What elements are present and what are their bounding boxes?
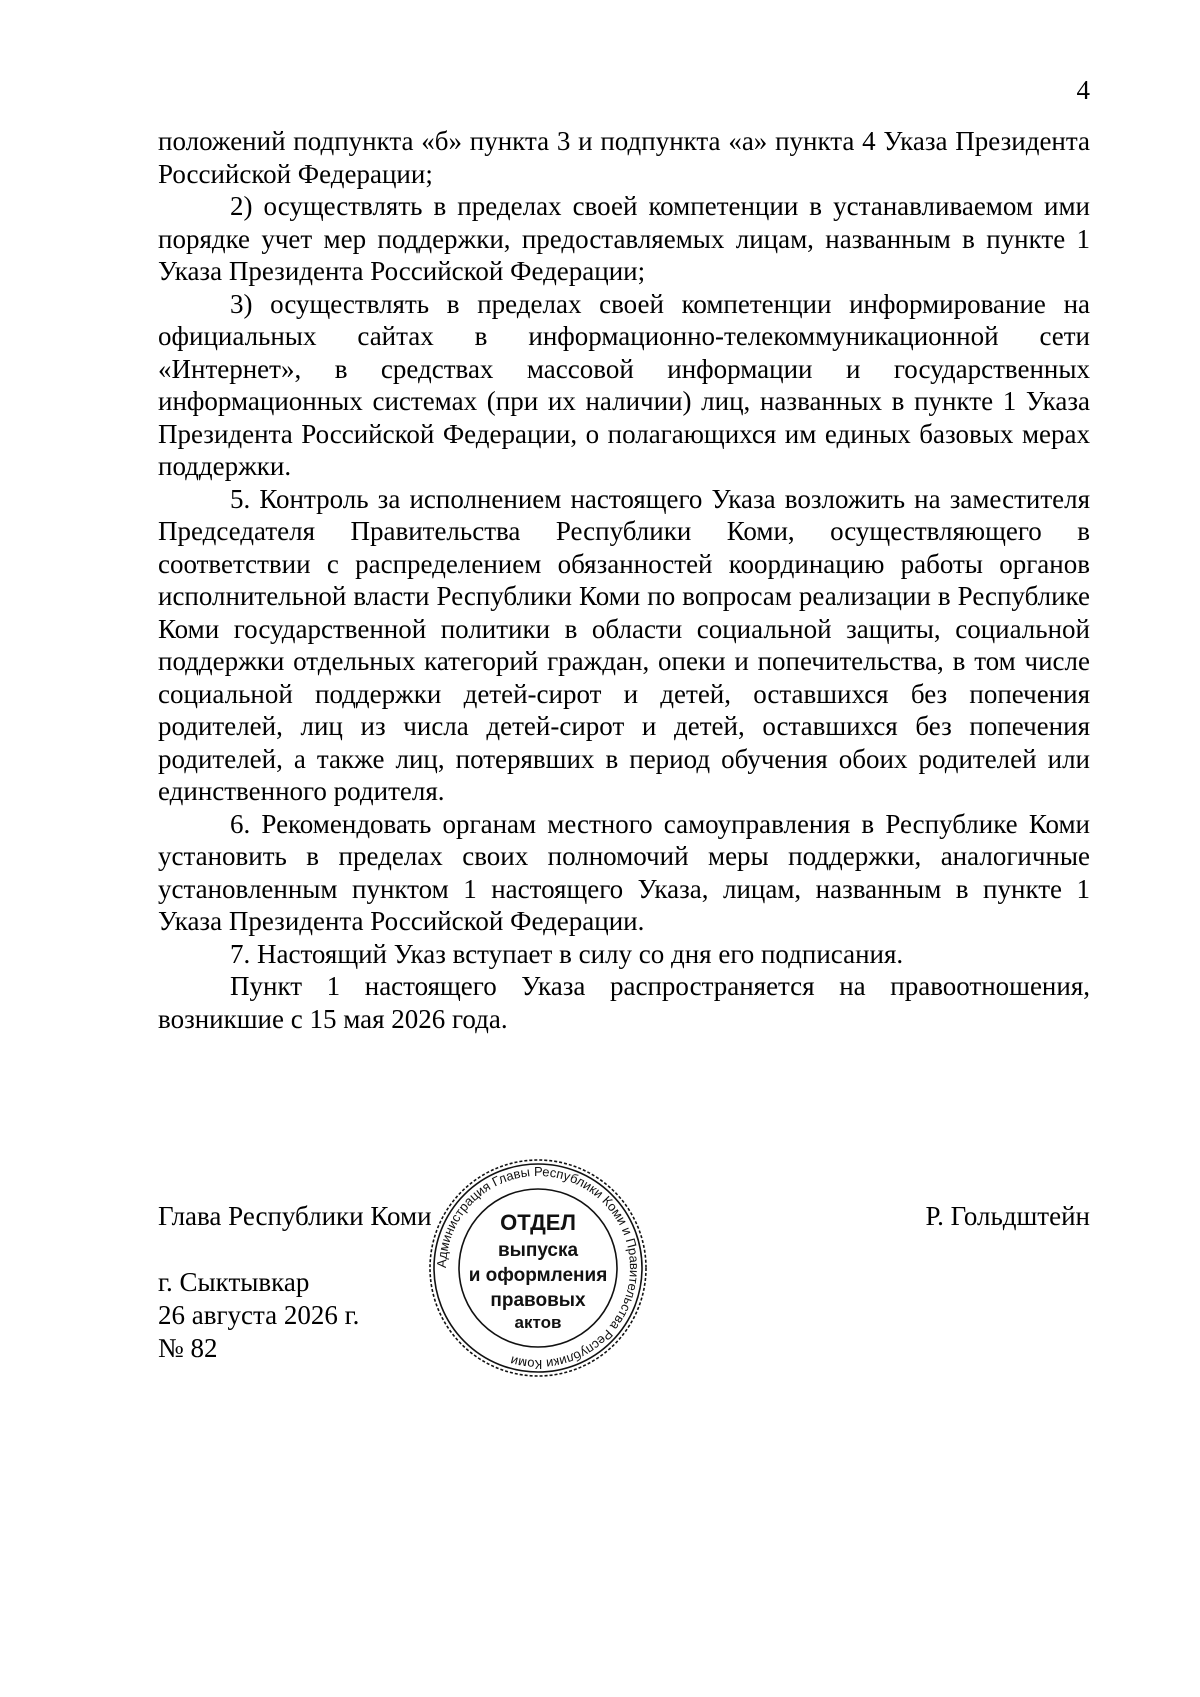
document-body <box>158 125 1090 1035</box>
issue-date: 26 августа 2026 г. <box>158 1300 360 1330</box>
signatory-title: Глава Республики Коми <box>158 1201 432 1231</box>
paragraph: 2) осуществлять в пределах своей компетенции в устанавливаемом ими порядке учет мер поддержки, предоставляемых лицам, названным в пункте 1 Указа Президента Российской Федерации; <box>158 191 1090 286</box>
paragraph: положений подпункта «б» пункта 3 и подпункта «а» пункта 4 Указа Президента Российской Федерации; <box>158 126 1090 189</box>
paragraph: 6. Рекомендовать органам местного самоуправления в Республике Коми установить в пределах своих полномочий меры поддержки, аналогичные установленным пунктом 1 настоящего Указа, лицам, названным в пункте 1 Указа Президента Российской Федерации. <box>158 808 1090 936</box>
paragraph: 3) осуществлять в пределах своей компетенции информирование на официальных сайтах в информационно-телекоммуникационной сети «Интернет», в средствах массовой информации и государственных информационных системах (при их наличии) лиц, названных в пункте 1 Указа Президента Российской Федерации, о полагающихся им единых базовых мерах поддержки. <box>158 288 1090 481</box>
stamp-line: правовых <box>490 1290 586 1311</box>
issue-details <box>158 1266 359 1365</box>
stamp-line: актов <box>514 1313 562 1332</box>
paragraph: 7. Настоящий Указ вступает в силу со дня его подписания. <box>230 938 904 969</box>
stamp-line: и оформления <box>468 1265 608 1286</box>
issue-city: г. Сыктывкар <box>158 1267 310 1297</box>
page-number: 4 <box>1076 75 1090 105</box>
paragraph: 5. Контроль за исполнением настоящего Указа возложить на заместителя Председателя Правительства Республики Коми, осуществляющего в соответствии с распределением обязанностей координацию работы органов исполнительной власти Республики Коми по вопросам реализации в Республике Коми государственной политики в области социальной защиты, социальной поддержки отдельных категорий граждан, опеки и попечительства, в том числе социальной поддержки детей-сирот и детей, оставшихся без попечения родителей, лиц из числа детей-сирот и детей, оставшихся без попечения родителей, а также лиц, потерявших в период обучения обоих родителей или единственного родителя. <box>158 483 1090 806</box>
stamp-line: выпуска <box>497 1240 579 1261</box>
stamp-ring-textpath: Администрация Главы Республики Коми и Правительства Республики Коми <box>433 1163 643 1373</box>
signatory-name: Р. Гольдштейн <box>925 1201 1090 1231</box>
document-number: № 82 <box>158 1333 218 1363</box>
official-stamp <box>426 1156 650 1380</box>
stamp-line: ОТДЕЛ <box>500 1210 576 1235</box>
paragraph: Пункт 1 настоящего Указа распространяется на правоотношения, возникшие с 15 мая 2026 года. <box>158 971 1090 1034</box>
